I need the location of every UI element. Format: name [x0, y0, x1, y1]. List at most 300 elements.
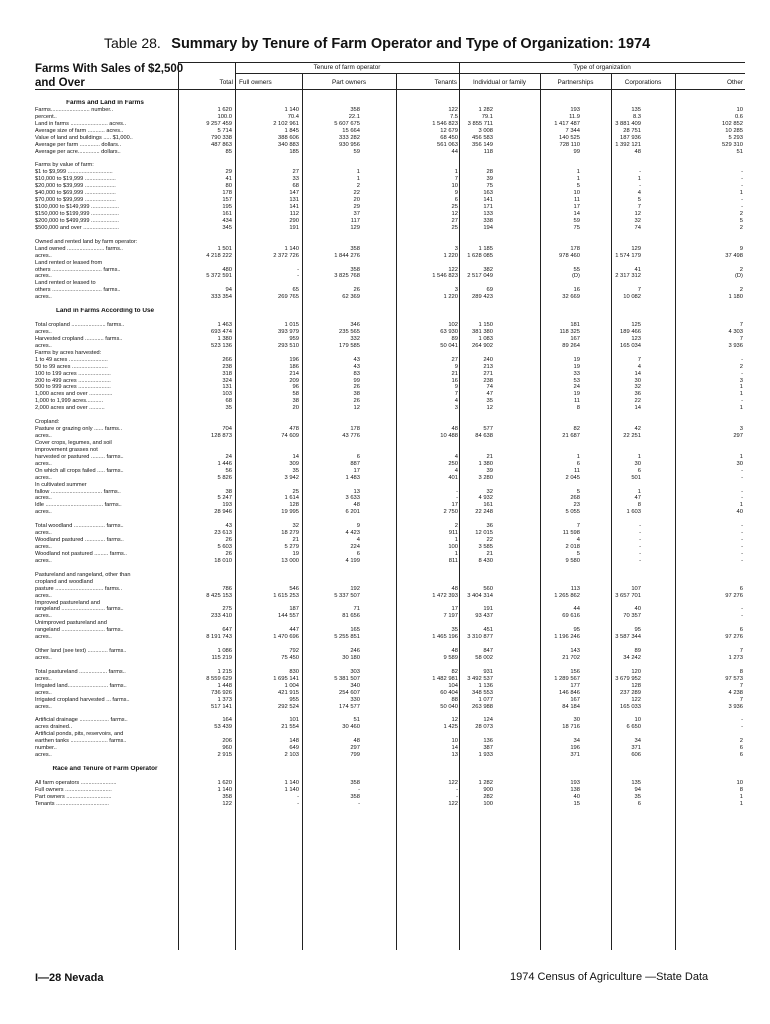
table-cell: 135	[631, 779, 641, 786]
row-label: acres..	[35, 557, 52, 564]
table-cell: 187 936	[620, 134, 641, 141]
table-cell: 501	[631, 474, 641, 481]
table-cell: 30	[736, 460, 743, 467]
table-cell: 4 238	[728, 689, 743, 696]
row-label: All farm operators .......................	[35, 779, 117, 786]
table-cell: 59	[573, 217, 580, 224]
row-label: acres..	[35, 495, 52, 502]
table-cell: 5 372 591	[206, 273, 232, 280]
table-cell: 17	[451, 502, 458, 509]
table-cell: 238	[222, 363, 232, 370]
table-row	[35, 495, 745, 502]
table-cell: 191	[483, 606, 493, 613]
table-cell: 32	[634, 384, 641, 391]
table-cell: -	[297, 793, 299, 800]
table-cell: 388 606	[278, 134, 299, 141]
table-cell: 529 310	[722, 141, 743, 148]
table-cell: -	[639, 169, 641, 176]
table-cell: 238	[483, 377, 493, 384]
table-cell: 97 276	[725, 592, 743, 599]
table-cell: 53 439	[214, 724, 232, 731]
table-row	[35, 357, 745, 364]
table-cell: 122	[631, 696, 641, 703]
table-cell: 5 337 507	[334, 592, 360, 599]
row-label: Farms......................... number..	[35, 106, 114, 113]
table-cell: 5	[576, 488, 580, 495]
row-label: Artificial drainage ................... farms..	[35, 717, 128, 724]
table-cell: 1	[356, 176, 360, 183]
table-cell: 59	[353, 148, 360, 155]
row-label: $70,000 to $99,999 ....................	[35, 197, 116, 204]
table-row	[35, 197, 745, 204]
table-cell: 21	[292, 537, 299, 544]
table-cell: 74 609	[281, 433, 299, 439]
table-row	[35, 239, 745, 246]
table-cell: 1 463	[217, 322, 232, 328]
table-cell: 1	[739, 502, 743, 509]
row-label: Pasture or grazing only ...... farms..	[35, 426, 123, 433]
table-cell: 21 687	[562, 433, 580, 439]
table-cell: 3 936	[728, 342, 743, 349]
table-cell: 1 196 246	[554, 634, 580, 641]
table-row	[35, 606, 745, 613]
row-label: Total woodland .................... farms..	[35, 523, 124, 530]
table-cell: 847	[483, 648, 493, 655]
table-row	[35, 752, 745, 759]
table-cell: -	[741, 530, 743, 537]
table-cell: 140 525	[559, 134, 580, 141]
table-cell: 1	[454, 537, 458, 544]
table-cell: 19	[573, 391, 580, 398]
table-row	[35, 343, 745, 350]
table-cell: 14	[573, 211, 580, 217]
table-cell: 131	[289, 197, 299, 204]
table-row	[35, 260, 745, 267]
table-cell: 293 510	[278, 342, 299, 349]
table-cell: 157	[222, 197, 232, 204]
table-cell: 6	[576, 460, 580, 467]
table-cell: 124	[483, 717, 493, 724]
table-cell: 101	[289, 717, 299, 724]
row-label: Land rented or leased to	[35, 280, 96, 287]
table-row	[35, 447, 745, 454]
table-cell: 9 257 459	[206, 120, 232, 127]
table-cell: 237 289	[620, 689, 641, 696]
table-cell: 8.3	[632, 113, 641, 120]
table-cell: 2	[739, 224, 743, 231]
row-label: Average per acre.............. dollars..	[35, 148, 121, 155]
row-label: Part owners .............................	[35, 793, 112, 800]
table-cell: -	[639, 530, 641, 537]
table-cell: 68	[292, 183, 299, 190]
table-cell: 34	[634, 738, 641, 745]
table-row	[35, 620, 745, 627]
table-cell: 20	[353, 197, 360, 204]
table-cell: 16	[573, 287, 580, 294]
table-row	[35, 384, 745, 391]
table-cell: 5 607 675	[334, 120, 360, 127]
table-cell: 1 417 487	[554, 120, 580, 127]
table-row	[35, 405, 745, 412]
table-cell: 94	[634, 786, 641, 793]
row-label: acres..	[35, 273, 52, 280]
table-cell: 42	[634, 426, 641, 433]
table-title	[104, 35, 744, 53]
table-cell: 1 501	[217, 245, 232, 252]
row-label: Idle ..................................... farms..	[35, 502, 122, 509]
table-cell: 560	[483, 585, 493, 592]
table-cell: 10	[634, 717, 641, 724]
table-cell: 144 557	[278, 613, 299, 620]
table-cell: 26	[353, 398, 360, 405]
row-label: On which all crops failed ..... farms..	[35, 467, 124, 474]
table-row	[35, 704, 745, 711]
table-cell: 19	[573, 356, 580, 363]
table-cell: 13	[451, 752, 458, 759]
row-label: $1 to $9,999 .............................	[35, 169, 113, 176]
table-cell: 447	[289, 627, 299, 634]
table-row	[35, 641, 745, 648]
table-cell: 81 656	[342, 613, 360, 620]
section-heading: Land in Farms According to Use	[55, 308, 155, 315]
table-cell: 931	[483, 668, 493, 675]
table-cell: 20	[292, 405, 299, 412]
table-cell: 37 498	[725, 252, 743, 259]
header-col-partnerships: Partnerships	[557, 79, 594, 86]
table-cell: 32	[486, 488, 493, 495]
table-cell: 381 380	[472, 328, 493, 335]
table-cell: 2	[739, 738, 743, 745]
row-label: Irrigated land.......................... farms..	[35, 682, 127, 689]
header-col-full-owners: Full owners	[239, 79, 272, 86]
table-cell: 3 825 768	[334, 273, 360, 280]
row-label: Pastureland and rangeland, other than	[35, 571, 131, 578]
table-cell: 340 883	[278, 141, 299, 148]
row-label: Woodland pastured ............. farms..	[35, 537, 124, 544]
table-cell: 14	[292, 453, 299, 460]
table-cell: 29	[225, 169, 232, 176]
table-cell: 346	[350, 322, 360, 328]
table-cell: 5 255 851	[334, 634, 360, 641]
table-cell: 84 638	[475, 433, 493, 439]
table-cell: 75	[573, 224, 580, 231]
row-label: acres..	[35, 252, 52, 259]
table-cell: 187	[289, 606, 299, 613]
table-cell: -	[741, 176, 743, 183]
table-cell: 3	[454, 405, 458, 412]
table-cell: 3 942	[284, 474, 299, 481]
table-cell: 790 338	[211, 134, 232, 141]
table-cell: 1 220	[443, 252, 458, 259]
table-cell: 22	[486, 537, 493, 544]
row-label: Total cropland ...................... farms..	[35, 322, 125, 328]
table-cell: 11	[573, 197, 580, 204]
table-cell: 70.4	[287, 113, 299, 120]
table-cell: 799	[350, 752, 360, 759]
table-cell: 1	[356, 169, 360, 176]
table-cell: 75	[486, 183, 493, 190]
table-cell: -	[456, 786, 458, 793]
table-row	[35, 489, 745, 496]
table-cell: 1 546 823	[432, 273, 458, 280]
table-cell: 8	[739, 786, 743, 793]
table-row	[35, 530, 745, 537]
table-cell: 135	[631, 106, 641, 113]
table-cell: 171	[483, 204, 493, 211]
table-cell: 5 247	[217, 495, 232, 502]
table-cell: 1 628 085	[467, 252, 493, 259]
table-cell: 12	[451, 717, 458, 724]
table-cell: 35	[634, 793, 641, 800]
row-label: Total pastureland .................. farms..	[35, 668, 126, 675]
table-cell: 50 040	[440, 703, 458, 710]
table-cell: 193	[570, 779, 580, 786]
table-cell: 9	[454, 190, 458, 197]
table-cell: 3	[739, 426, 743, 433]
table-cell: -	[741, 613, 743, 620]
table-cell: 40	[573, 793, 580, 800]
table-cell: 1 574 179	[615, 252, 641, 259]
table-cell: 3 881 409	[615, 120, 641, 127]
row-label: $500,000 and over .......................	[35, 224, 119, 231]
table-cell: 5	[576, 183, 580, 190]
table-cell: 5 826	[217, 474, 232, 481]
table-cell: 165 034	[620, 342, 641, 349]
table-cell: 48	[634, 148, 641, 155]
table-cell: 161	[483, 502, 493, 509]
row-label: 2,000 acres and over ..........	[35, 405, 105, 412]
table-row	[35, 232, 745, 239]
table-cell: 4	[637, 190, 641, 197]
table-cell: 192	[350, 585, 360, 592]
table-row	[35, 516, 745, 523]
row-label: Land in farms ........................ acres..	[35, 120, 127, 127]
table-cell: 297	[350, 745, 360, 752]
table-row	[35, 454, 745, 461]
table-cell: 102 852	[722, 120, 743, 127]
table-cell: 70 357	[623, 613, 641, 620]
row-label: Cropland:	[35, 419, 60, 426]
table-cell: 647	[222, 627, 232, 634]
table-cell: 33	[573, 370, 580, 377]
table-cell: 68	[225, 398, 232, 405]
table-cell: -	[741, 370, 743, 377]
row-label: earthen tanks ........................ farms..	[35, 738, 127, 745]
table-cell: 80	[225, 183, 232, 190]
table-cell: 1 136	[478, 682, 493, 689]
table-cell: 6	[739, 627, 743, 634]
table-cell: 36	[486, 523, 493, 530]
table-row	[35, 711, 745, 718]
table-cell: -	[456, 488, 458, 495]
table-cell: 7	[739, 335, 743, 342]
table-cell: 324	[222, 377, 232, 384]
table-cell: -	[741, 495, 743, 502]
table-cell: 1 615 253	[273, 592, 299, 599]
table-cell: 161	[222, 211, 232, 217]
table-cell: 786	[222, 585, 232, 592]
table-cell: 177	[570, 682, 580, 689]
table-cell: 26	[353, 384, 360, 391]
header-col-tenants: Tenants	[434, 79, 457, 86]
table-cell: 1 448	[217, 682, 232, 689]
header-col-corporations: Corporations	[624, 79, 662, 86]
table-cell: 164	[222, 717, 232, 724]
table-cell: 63 930	[440, 328, 458, 335]
table-cell: 38	[225, 488, 232, 495]
table-row	[35, 544, 745, 551]
row-label: $10,000 to $19,999 ....................	[35, 176, 116, 183]
table-row	[35, 551, 745, 558]
table-cell: 23 613	[214, 530, 232, 537]
table-cell: (D)	[734, 273, 743, 280]
table-cell: 1 083	[478, 335, 493, 342]
row-label: In cultivated summer	[35, 481, 87, 488]
table-cell: 1	[637, 453, 641, 460]
table-cell: 3 310 877	[467, 634, 493, 641]
table-row	[35, 176, 745, 183]
table-cell: 292 524	[278, 703, 299, 710]
table-cell: 1 695 141	[273, 675, 299, 682]
table-row	[35, 308, 745, 315]
table-cell: 213	[483, 363, 493, 370]
table-cell: 4 423	[345, 530, 360, 537]
table-cell: 10	[573, 190, 580, 197]
table-cell: 12	[451, 211, 458, 217]
table-row	[35, 801, 745, 808]
table-cell: 32 669	[562, 294, 580, 301]
table-cell: 193	[222, 502, 232, 509]
table-cell: 48	[451, 585, 458, 592]
table-cell: 1 446	[217, 460, 232, 467]
table-cell: 3	[739, 377, 743, 384]
table-cell: 68 450	[440, 134, 458, 141]
table-cell: 1	[739, 800, 743, 807]
table-cell: 30 180	[342, 655, 360, 661]
table-cell: 1	[576, 169, 580, 176]
row-label: acres..	[35, 634, 52, 641]
table-cell: 32	[292, 523, 299, 530]
header-col-total: Total	[219, 79, 233, 86]
table-cell: 1 482 981	[432, 675, 458, 682]
table-cell: 8	[739, 668, 743, 675]
table-cell: 478	[289, 426, 299, 433]
table-cell: 1 392 121	[615, 141, 641, 148]
table-cell: 35	[451, 627, 458, 634]
table-cell: 7 197	[443, 613, 458, 620]
table-cell: -	[741, 550, 743, 557]
section-heading: Farms and Land in Farms	[66, 100, 144, 106]
table-cell: 371	[570, 752, 580, 759]
row-label: Average per farm ............. dollars..	[35, 141, 122, 148]
table-cell: 269 765	[278, 294, 299, 301]
table-cell: 167	[570, 335, 580, 342]
table-cell: -	[456, 495, 458, 502]
table-cell: 53	[573, 377, 580, 384]
row-label: $40,000 to $69,999 ....................	[35, 190, 116, 197]
table-row	[35, 162, 745, 169]
table-row	[35, 329, 745, 336]
table-cell: 38	[292, 398, 299, 405]
table-main-title: Summary by Tenure of Farm Operator and Type of Organization: 1974	[171, 36, 651, 52]
table-cell: 21 702	[562, 655, 580, 661]
table-cell: 7	[576, 523, 580, 530]
table-cell: 19 995	[281, 509, 299, 516]
table-cell: 30	[634, 377, 641, 384]
row-label: acres..	[35, 328, 52, 335]
table-cell: 82	[451, 668, 458, 675]
table-row	[35, 613, 745, 620]
table-cell: 214	[289, 370, 299, 377]
header-group-rule	[235, 73, 745, 74]
table-cell: 517 141	[211, 703, 232, 710]
table-cell: 26	[225, 537, 232, 544]
table-cell: 1 180	[728, 294, 743, 301]
table-cell: 3 936	[728, 703, 743, 710]
table-cell: 44	[573, 606, 580, 613]
table-row	[35, 461, 745, 468]
table-cell: 1 140	[284, 245, 299, 252]
table-cell: 930 956	[339, 141, 360, 148]
row-label: acres..	[35, 752, 52, 759]
table-cell: 649	[289, 745, 299, 752]
table-cell: 4 218 222	[206, 252, 232, 259]
table-cell: -	[639, 183, 641, 190]
table-cell: 128	[289, 502, 299, 509]
table-cell: 27	[451, 356, 458, 363]
table-cell: 1 620	[217, 779, 232, 786]
table-cell: 1 289 567	[554, 675, 580, 682]
table-cell: -	[741, 717, 743, 724]
table-cell: 123	[631, 335, 641, 342]
table-row	[35, 142, 745, 149]
table-cell: 178	[350, 426, 360, 433]
table-cell: 5 381 507	[334, 675, 360, 682]
table-cell: 47	[486, 391, 493, 398]
table-cell: 25	[292, 488, 299, 495]
table-cell: 4	[576, 537, 580, 544]
table-row	[35, 433, 745, 440]
table-cell: 14	[634, 405, 641, 412]
table-cell: 224	[350, 544, 360, 550]
table-row	[35, 336, 745, 343]
table-cell: 2	[739, 266, 743, 273]
table-cell: 7	[739, 682, 743, 689]
table-cell: 28 073	[475, 724, 493, 731]
header-group-tenure: Tenure of farm operator	[313, 64, 381, 71]
row-label: percent..	[35, 113, 57, 120]
row-label: acres..	[35, 544, 52, 550]
table-cell: 195	[222, 204, 232, 211]
table-row	[35, 780, 745, 787]
row-label: Full owners ..............................	[35, 786, 112, 793]
table-row	[35, 398, 745, 405]
table-cell: 451	[483, 627, 493, 634]
table-cell: 28 946	[214, 509, 232, 516]
table-row	[35, 717, 745, 724]
header-top-rule	[178, 62, 745, 63]
row-label: Cover crops, legumes, and soil	[35, 439, 112, 446]
table-cell: 26	[353, 287, 360, 294]
table-cell: 3 585	[478, 544, 493, 550]
table-row	[35, 572, 745, 579]
table-row	[35, 655, 745, 662]
table-cell: 17	[451, 606, 458, 613]
table-cell: 89	[634, 648, 641, 655]
table-cell: -	[741, 557, 743, 564]
table-cell: 84 184	[562, 703, 580, 710]
table-cell: 736 926	[211, 689, 232, 696]
